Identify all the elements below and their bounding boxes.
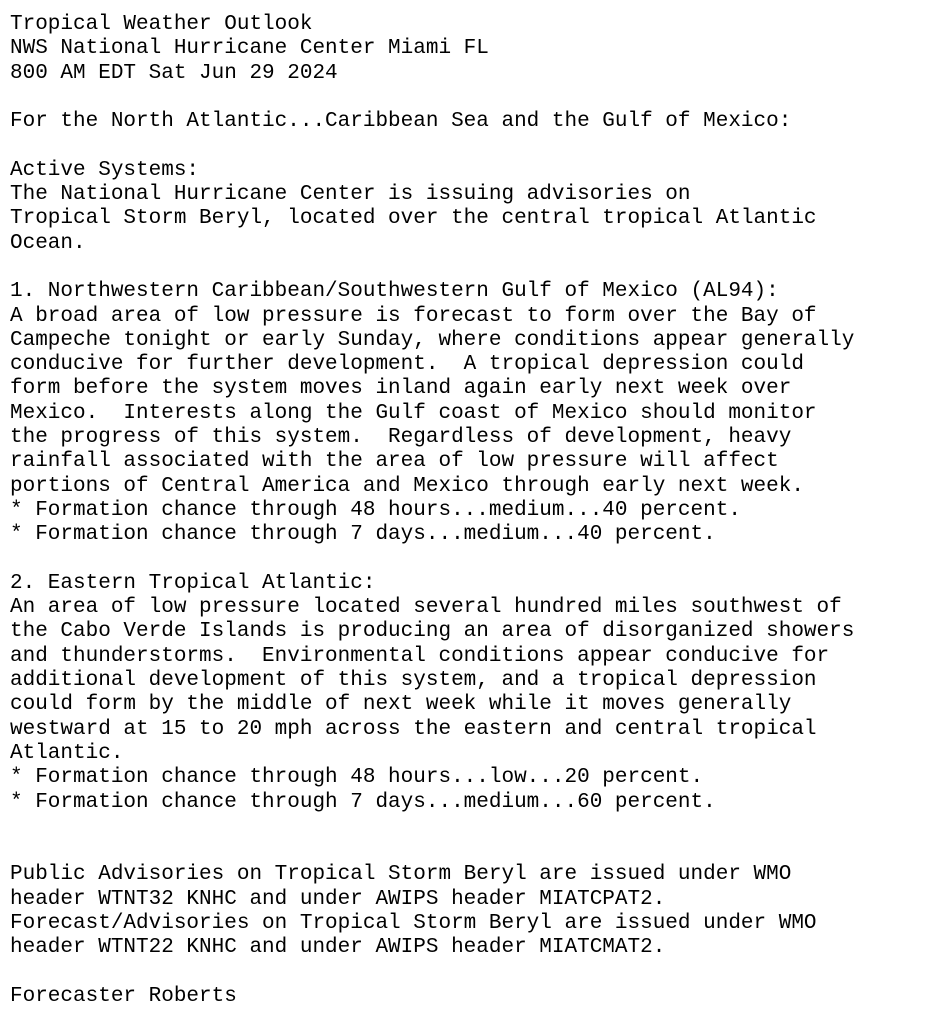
- paragraph-line: and thunderstorms. Environmental conditions appear conducive for: [10, 644, 830, 668]
- system-1-heading: 1. Northwestern Caribbean/Southwestern Gulf of Mexico (AL94):: [10, 280, 779, 304]
- paragraph-line: An area of low pressure located several hundred miles southwest of: [10, 596, 842, 620]
- paragraph-line: Ocean.: [10, 231, 86, 255]
- system-2-section: [10, 572, 940, 815]
- formation-chance-48h: * Formation chance through 48 hours...low...20 percent.: [10, 766, 704, 790]
- issuing-office: NWS National Hurricane Center Miami FL: [10, 37, 489, 61]
- paragraph-line: Campeche tonight or early Sunday, where conditions appear generally: [10, 328, 855, 352]
- formation-chance-7d: * Formation chance through 7 days...medium...40 percent.: [10, 523, 716, 547]
- paragraph-line: form before the system moves inland again early next week over: [10, 377, 792, 401]
- paragraph-line: header WTNT22 KNHC and under AWIPS header MIATCMAT2.: [10, 936, 666, 960]
- paragraph-line: could form by the middle of next week while it moves generally: [10, 693, 792, 717]
- blank-line: [10, 839, 940, 863]
- blank-line: [10, 548, 940, 572]
- paragraph-line: portions of Central America and Mexico through early next week.: [10, 474, 804, 498]
- formation-chance-7d: * Formation chance through 7 days...medium...60 percent.: [10, 790, 716, 814]
- paragraph-line: Public Advisories on Tropical Storm Beryl are issued under WMO: [10, 863, 792, 887]
- paragraph-line: rainfall associated with the area of low pressure will affect: [10, 450, 779, 474]
- blank-line: [10, 256, 940, 280]
- paragraph-line: conducive for further development. A tropical depression could: [10, 353, 804, 377]
- paragraph-line: westward at 15 to 20 mph across the eastern and central tropical: [10, 717, 817, 741]
- blank-line: [10, 961, 940, 985]
- paragraph-line: The National Hurricane Center is issuing advisories on: [10, 183, 691, 207]
- advisories-section: [10, 863, 940, 960]
- paragraph-line: the Cabo Verde Islands is producing an area of disorganized showers: [10, 620, 855, 644]
- issue-time: 800 AM EDT Sat Jun 29 2024: [10, 61, 338, 85]
- forecaster-signature: Forecaster Roberts: [10, 984, 237, 1008]
- system-2-heading: 2. Eastern Tropical Atlantic:: [10, 571, 376, 595]
- paragraph-line: Atlantic.: [10, 741, 124, 765]
- paragraph-line: Tropical Storm Beryl, located over the central tropical Atlantic: [10, 207, 817, 231]
- paragraph-line: additional development of this system, and a tropical depression: [10, 669, 817, 693]
- region-statement: For the North Atlantic...Caribbean Sea and the Gulf of Mexico:: [10, 110, 792, 134]
- active-systems-section: [10, 159, 940, 256]
- blank-line: [10, 134, 940, 158]
- outlook-document: [10, 13, 940, 1009]
- system-1-section: [10, 280, 940, 547]
- paragraph-line: header WTNT32 KNHC and under AWIPS header MIATCPAT2.: [10, 887, 666, 911]
- paragraph-line: the progress of this system. Regardless of development, heavy: [10, 426, 792, 450]
- paragraph-line: Mexico. Interests along the Gulf coast of Mexico should monitor: [10, 401, 817, 425]
- paragraph-line: A broad area of low pressure is forecast to form over the Bay of: [10, 304, 817, 328]
- document-title: Tropical Weather Outlook: [10, 13, 313, 36]
- blank-line: [10, 815, 940, 839]
- blank-line: [10, 86, 940, 110]
- paragraph-line: Forecast/Advisories on Tropical Storm Beryl are issued under WMO: [10, 911, 817, 935]
- formation-chance-48h: * Formation chance through 48 hours...medium...40 percent.: [10, 498, 741, 522]
- active-systems-heading: Active Systems:: [10, 158, 200, 182]
